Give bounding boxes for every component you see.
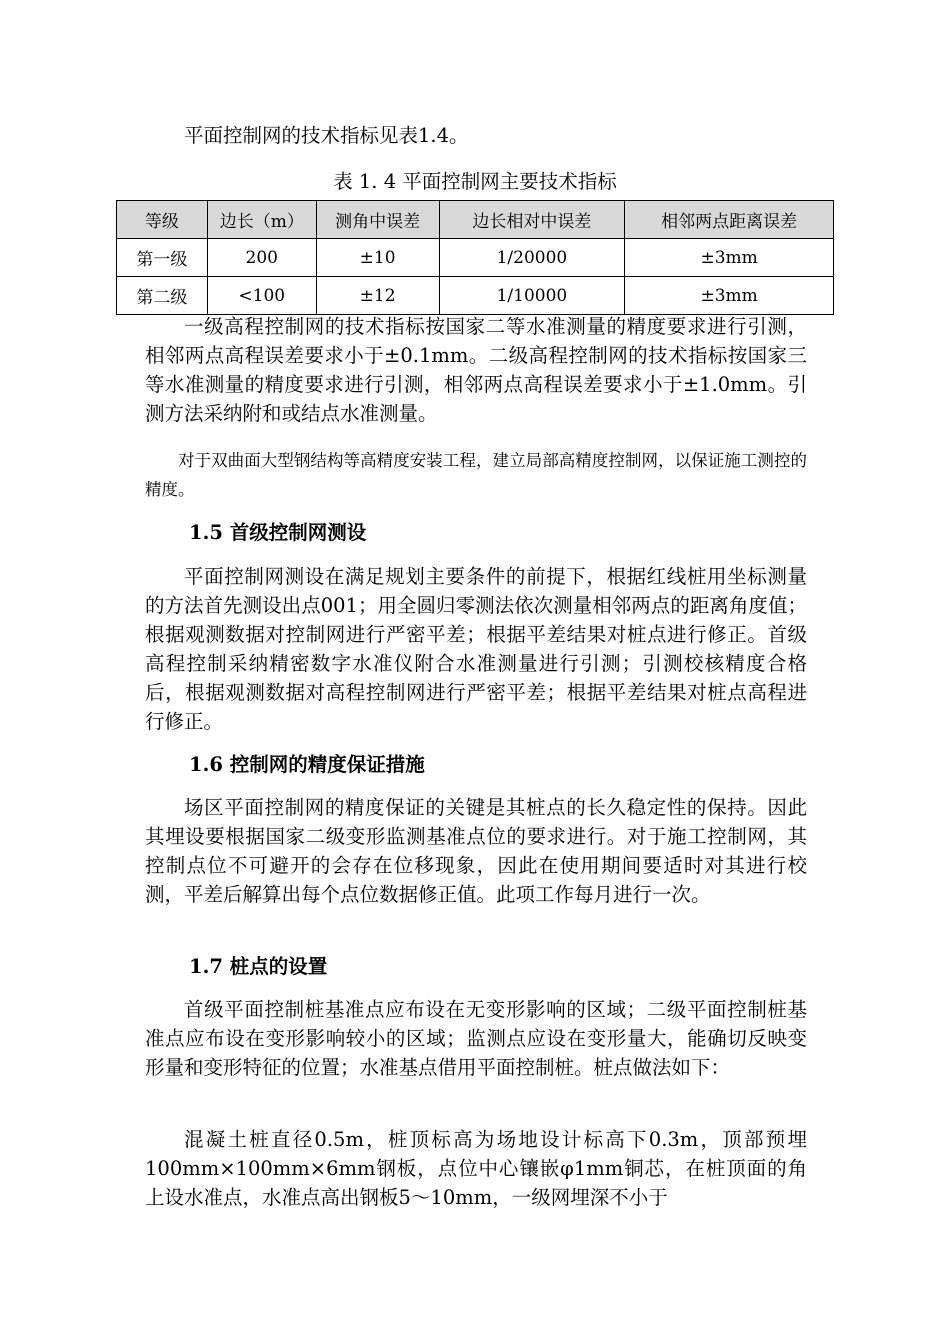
table-header-cell: 边长（m） (207, 201, 316, 239)
section-body-1-7: 首级平面控制桩基准点应布设在无变形影响的区域；二级平面控制桩基准点应布设在变形影响较小的区域；监测点应设在变形量大，能确切反映变形量和变形特征的位置；水准基点借用平面控制桩。桩点做法如下： (145, 998, 807, 1079)
table-header-cell: 测角中误差 (316, 201, 439, 239)
local-network-paragraph: 对于双曲面大型钢结构等高精度安装工程，建立局部高精度控制网，以保证施工测控的精度。 (145, 451, 807, 499)
section-heading-1-6: 1.6 控制网的精度保证措施 (189, 753, 425, 776)
table-header-cell: 等级 (117, 201, 208, 239)
table-caption: 表 1. 4 平面控制网主要技术指标 (333, 170, 617, 193)
section-body-1-5: 平面控制网测设在满足规划主要条件的前提下，根据红线桩用坐标测量的方法首先测设出点001；用全圆归零测法依次测量相邻两点的距离角度值；根据观测数据对控制网进行严密平差；根据平差结果对桩点进行修正。首级高程控制采纳精密数字水准仪附合水准测量进行引测；引测校核精度合格后，根据观测数据对高程控制网进行严密平差；根据平差结果对桩点高程进行修正。 (145, 565, 807, 733)
table-header-cell: 边长相对中误差 (439, 201, 625, 239)
intro-paragraph: 平面控制网的技术指标见表1.4。 (184, 124, 469, 147)
section-heading-1-5: 1.5 首级控制网测设 (189, 521, 367, 544)
table-cell: 1/10000 (439, 277, 625, 315)
spec-table (116, 200, 834, 315)
table-cell: ±3mm (625, 277, 834, 315)
table-cell: <100 (207, 277, 316, 315)
elevation-paragraph: 一级高程控制网的技术指标按国家二等水准测量的精度要求进行引测，相邻两点高程误差要求小于±0.1mm。二级高程控制网的技术指标按国家三等水准测量的精度要求进行引测，相邻两点高程误差要求小于±1.0mm。引测方法采纳附和或结点水准测量。 (145, 315, 807, 425)
table-cell: 第二级 (117, 277, 208, 315)
table-cell: ±12 (316, 277, 439, 315)
table-cell: ±3mm (625, 239, 834, 277)
section-body-1-7-pile: 混凝土桩直径0.5m，桩顶标高为场地设计标高下0.3m，顶部预埋100mm×100mm×6mm钢板，点位中心镶嵌φ1mm铜芯，在桩顶面的角上设水准点，水准点高出钢板5～10mm，一级网埋深不小于 (145, 1128, 807, 1209)
table-row (117, 277, 834, 315)
section-heading-1-7: 1.7 桩点的设置 (189, 955, 328, 978)
table-row (117, 239, 834, 277)
table-cell: 1/20000 (439, 239, 625, 277)
table-cell: ±10 (316, 239, 439, 277)
table-cell: 第一级 (117, 239, 208, 277)
table-cell: 200 (207, 239, 316, 277)
section-body-1-6: 场区平面控制网的精度保证的关键是其桩点的长久稳定性的保持。因此其埋设要根据国家二级变形监测基准点位的要求进行。对于施工控制网，其控制点位不可避开的会存在位移现象，因此在使用期间要适时对其进行校测，平差后解算出每个点位数据修正值。此项工作每月进行一次。 (145, 796, 807, 906)
table-header-cell: 相邻两点距离误差 (625, 201, 834, 239)
table-header-row (117, 201, 834, 239)
